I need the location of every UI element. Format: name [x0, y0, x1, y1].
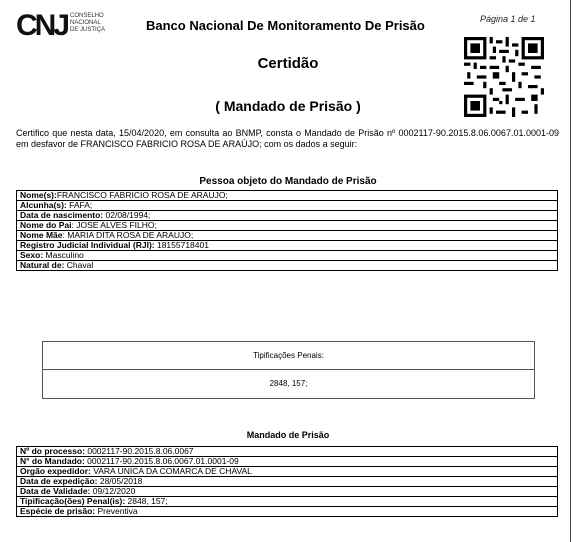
logo-line-1: CONSELHO	[70, 13, 104, 19]
row-label: N° do Mandado:	[20, 456, 85, 466]
row-value: FAFA;	[66, 200, 93, 210]
table-row	[17, 261, 558, 271]
page-edge	[570, 0, 571, 542]
table-row	[17, 211, 558, 221]
row-label: Registro Judicial Individual (RJI):	[20, 240, 155, 250]
row-value: 0002117-90.2015.8.06.0067.01.0001-09	[84, 456, 239, 466]
row-value: : JOSE ALVES FILHO;	[71, 220, 157, 230]
table-cell	[17, 221, 558, 231]
table-row	[17, 241, 558, 251]
row-label: Alcunha(s):	[20, 200, 67, 210]
logo-line-3: DE JUSTIÇA	[70, 27, 106, 33]
cnj-logo: CNJ	[16, 9, 68, 42]
row-value: 18155718401	[154, 240, 209, 250]
row-value: : MARIA DITA ROSA DE ARAUJO;	[62, 230, 194, 240]
row-value: Preventiva	[95, 506, 138, 516]
table-cell	[17, 201, 558, 211]
table-cell	[17, 241, 558, 251]
table-row	[17, 191, 558, 201]
row-value: FRANCISCO FABRICIO ROSA DE ARAUJO;	[56, 190, 228, 200]
table-cell	[17, 507, 558, 517]
table-cell	[17, 231, 558, 241]
table-row	[17, 477, 558, 487]
page-number: Página 1 de 1	[480, 14, 536, 24]
row-value: Masculino	[43, 250, 84, 260]
row-label: Natural de:	[20, 260, 65, 270]
document-subtitle: ( Mandado de Prisão )	[215, 98, 361, 114]
intro-paragraph: Certifico que nesta data, 15/04/2020, em consulta ao BNMP, consta o Mandado de Prisão nº 0002117-90.2015.8.06.0067.01.0001-09 em desfavor de FRANCISCO FABRICIO ROSA DE ARAÚJO; com os dados a seguir:	[16, 128, 559, 149]
cnj-logo-text	[70, 13, 130, 34]
row-label: Sexo:	[20, 250, 44, 260]
table-cell	[17, 467, 558, 477]
person-section-heading: Pessoa objeto do Mandado de Prisão	[199, 176, 377, 187]
row-label: Tipificação(ões) Penal(is):	[20, 496, 126, 506]
penal-heading: Tipificações Penais:	[253, 351, 324, 360]
row-label: Nome(s):	[20, 190, 57, 200]
row-value: 02/08/1994;	[103, 210, 151, 220]
table-row	[17, 231, 558, 241]
table-row	[17, 497, 558, 507]
row-value: 09/12/2020	[90, 486, 136, 496]
table-row	[17, 201, 558, 211]
logo-line-2: NACIONAL	[70, 20, 101, 26]
table-cell	[17, 211, 558, 221]
penal-value: 2848, 157;	[43, 369, 534, 398]
table-row	[17, 221, 558, 231]
table-cell	[17, 477, 558, 487]
header-title: Banco Nacional De Monitoramento De Prisão	[146, 18, 425, 33]
row-label: Orgão expedidor:	[20, 466, 91, 476]
row-value: 28/05/2018	[97, 476, 143, 486]
warrant-table	[16, 446, 558, 517]
row-value: Chaval	[64, 260, 94, 270]
row-value: 2848, 157;	[125, 496, 168, 506]
row-label: Data de Validade:	[20, 486, 91, 496]
warrant-section-heading: Mandado de Prisão	[246, 430, 330, 440]
table-cell	[17, 261, 558, 271]
table-row	[17, 447, 558, 457]
table-row	[17, 467, 558, 477]
table-row	[17, 251, 558, 261]
table-cell	[17, 497, 558, 507]
table-row	[17, 457, 558, 467]
row-label: Espécie de prisão:	[20, 506, 96, 516]
person-table	[16, 190, 558, 271]
table-cell	[17, 457, 558, 467]
row-label: Nome do Pai	[20, 220, 72, 230]
row-value: VARA UNICA DA COMARCA DE CHAVAL	[90, 466, 252, 476]
penal-box	[42, 341, 535, 399]
document-title: Certidão	[257, 55, 319, 72]
table-cell	[17, 487, 558, 497]
row-label: Data de expedição:	[20, 476, 98, 486]
table-cell	[17, 191, 558, 201]
row-value: 0002117-90.2015.8.06.0067	[84, 446, 194, 456]
table-row	[17, 487, 558, 497]
row-label: Nº do processo:	[20, 446, 85, 456]
table-cell	[17, 251, 558, 261]
row-label: Data de nascimento:	[20, 210, 104, 220]
row-label: Nome Mãe	[20, 230, 63, 240]
table-row	[17, 507, 558, 517]
table-cell	[17, 447, 558, 457]
